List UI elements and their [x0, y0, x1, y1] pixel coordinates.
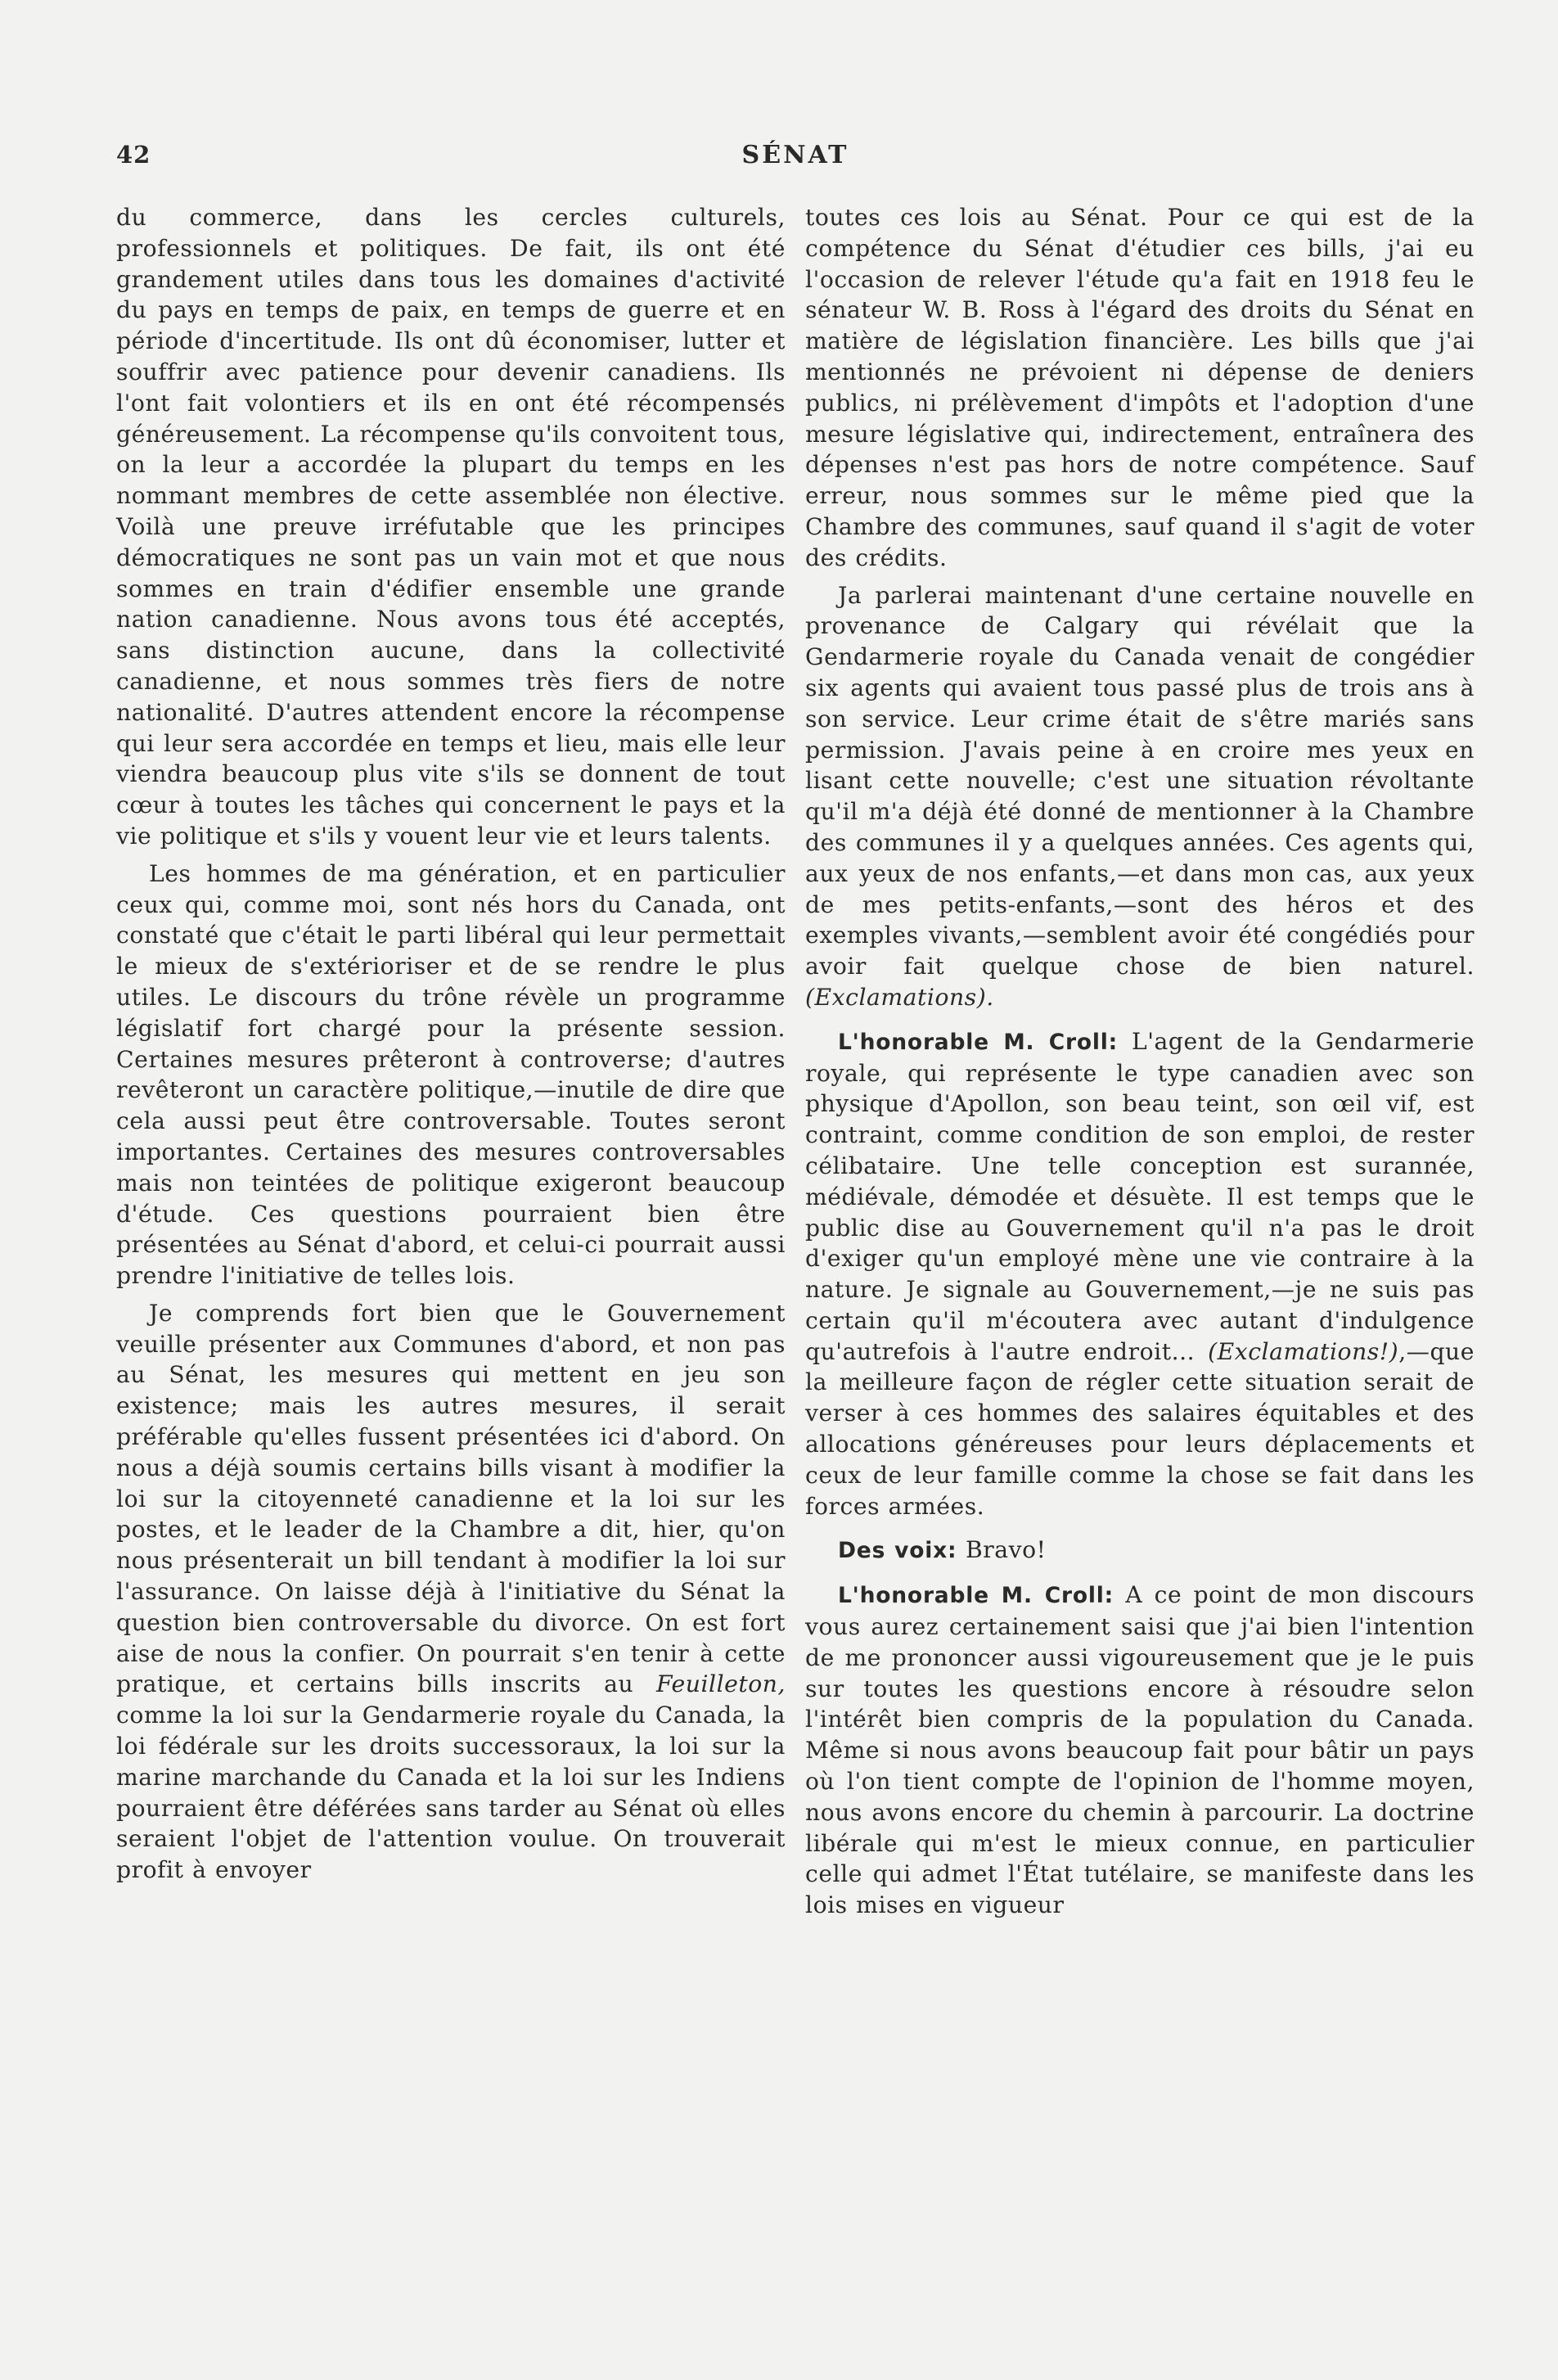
italic-interjection: (Exclamations).	[805, 983, 994, 1011]
paragraph-text: comme la loi sur la Gendarmerie royale du Canada, la loi fédérale sur les droits successoraux, la loi sur la marine marchande du Canada et la loi sur les Indiens pourraient être déférées sans tarder au Sénat où elles seraient l'objet de l'attention voulue. On trouverait profit à envoyer	[116, 1702, 786, 1884]
left-column	[116, 202, 786, 1886]
speaker-name: Des voix:	[838, 1538, 957, 1564]
italic-interjection: (Exclamations!)	[1208, 1337, 1399, 1365]
italic-term: Feuilleton,	[655, 1670, 786, 1698]
page-header	[116, 141, 1475, 182]
speaker-name: L'honorable M. Croll:	[838, 1583, 1114, 1609]
speech-paragraph	[805, 1535, 1475, 1566]
paragraph-text: Ja parlerai maintenant d'une certaine nouvelle en provenance de Calgary qui révélait que la Gendarmerie royale du Canada venait de congédier six agents qui avaient tous passé plus de trois ans à son service. Leur crime était de s'être mariés sans permission. J'avais peine à en croire mes yeux en lisant cette nouvelle; c'est une situation révoltante qu'il m'a déjà été donné de mentionner à la Chambre des communes il y a quelques années. Ces agents qui, aux yeux de nos enfants,—et dans mon cas, aux yeux de mes petits-enfants,—sont des héros et des exemples vivants,—semblent avoir été congédiés pour avoir fait quelque chose de bien naturel.	[805, 581, 1475, 980]
page-number: 42	[116, 141, 151, 169]
paragraph	[116, 1298, 786, 1886]
paragraph-text: Je comprends fort bien que le Gouvernement veuille présenter aux Communes d'abord, et non pas au Sénat, les mesures qui mettent en jeu son existence; mais les autres mesures, il serait préférable qu'elles fussent présentées ici d'abord. On nous a déjà soumis certains bills visant à modifier la loi sur la citoyenneté canadienne et la loi sur les postes, et le leader de la Chambre a dit, hier, qu'on nous présenterait un bill tendant à modifier la loi sur l'assurance. On laisse déjà à l'initiative du Sénat la question bien controversable du divorce. On est fort aise de nous la confier. On pourrait s'en tenir à cette pratique, et certains bills inscrits au	[116, 1299, 786, 1698]
speech-paragraph	[805, 1580, 1475, 1921]
paragraph: Les hommes de ma génération, et en particulier ceux qui, comme moi, sont nés hors du Canada, ont constaté que c'était le parti libéral qui leur permettait le mieux de s'extérioriser et de se rendre le plus utiles. Le discours du trône révèle un programme législatif fort chargé pour la présente session. Certaines mesures prêteront à controverse; d'autres revêteront un caractère politique,—inutile de dire que cela aussi peut être controversable. Toutes seront importantes. Certaines des mesures controversables mais non teintées de politique exigeront beaucoup d'étude. Ces questions pourraient bien être présentées au Sénat d'abord, et celui-ci pourrait aussi prendre l'initiative de telles lois.	[116, 859, 786, 1290]
speaker-name: L'honorable M. Croll:	[838, 1029, 1119, 1055]
paragraph-continued: toutes ces lois au Sénat. Pour ce qui est de la compétence du Sénat d'étudier ces bills, j'ai eu l'occasion de relever l'étude qu'a fait en 1918 feu le sénateur W. B. Ross à l'égard des droits du Sénat en matière de législation financière. Les bills que j'ai mentionnés ne prévoient ni dépense de deniers publics, ni prélèvement d'impôts et l'adoption d'une mesure législative qui, indirectement, entraînera des dépenses n'est pas hors de notre compétence. Sauf erreur, nous sommes sur le même pied que la Chambre des communes, sauf quand il s'agit de voter des crédits.	[805, 204, 1475, 571]
paragraph	[805, 580, 1475, 1013]
right-column	[805, 202, 1475, 1921]
paragraph-continued: du commerce, dans les cercles culturels, professionnels et politiques. De fait, ils ont été grandement utiles dans tous les domaines d'activité du pays en temps de paix, en temps de guerre et en période d'incertitude. Ils ont dû économiser, lutter et souffrir avec patience pour devenir canadiens. Ils l'ont fait volontiers et ils en ont été récompensés généreusement. La récompense qu'ils convoitent tous, on la leur a accordée la plupart du temps en les nommant membres de cette assemblée non élective. Voilà une preuve irréfutable que les principes démocratiques ne sont pas un vain mot et que nous sommes en train d'édifier ensemble une grande nation canadienne. Nous avons tous été acceptés, sans distinction aucune, dans la collectivité canadienne, et nous sommes très fiers de notre nationalité. D'autres attendent encore la récompense qui leur sera accordée en temps et lieu, mais elle leur viendra beaucoup plus vite s'ils se donnent de tout cœur à toutes les tâches qui concernent le pays et la vie politique et s'ils y vouent leur vie et leurs talents.	[116, 204, 786, 850]
speech-text: Bravo!	[957, 1536, 1047, 1564]
running-head: SÉNAT	[741, 141, 849, 169]
speech-paragraph	[805, 1026, 1475, 1522]
speech-text: L'agent de la Gendarmerie royale, qui représente le type canadien avec son physique d'Apollon, son beau teint, son œil vif, est contraint, comme condition de son emploi, de rester célibataire. Une telle conception est surannée, médiévale, démodée et désuète. Il est temps que le public dise au Gouvernement qu'il n'a pas le droit d'exiger qu'un employé mène une vie contraire à la nature. Je signale au Gouvernement,—je ne suis pas certain qu'il m'écoutera avec autant d'indulgence qu'autrefois à l'autre endroit...	[805, 1027, 1475, 1365]
speech-text: ,—que la meilleure façon de régler cette situation serait de verser à ces hommes des salaires équitables et des allocations généreuses pour leurs déplacements et ceux de leur famille comme la chose se fait dans les forces armées.	[805, 1337, 1475, 1520]
speech-text: A ce point de mon discours vous aurez certainement saisi que j'ai bien l'intention de me prononcer aussi vigoureusement que je le puis sur toutes les questions encore à résoudre selon l'intérêt bien compris de la population du Canada. Même si nous avons beaucoup fait pour bâtir un pays où l'on tient compte de l'opinion de l'homme moyen, nous avons encore du chemin à parcourir. La doctrine libérale qui m'est le mieux connue, en particulier celle qui admet l'État tutélaire, se manifeste dans les lois mises en vigueur	[805, 1581, 1475, 1919]
